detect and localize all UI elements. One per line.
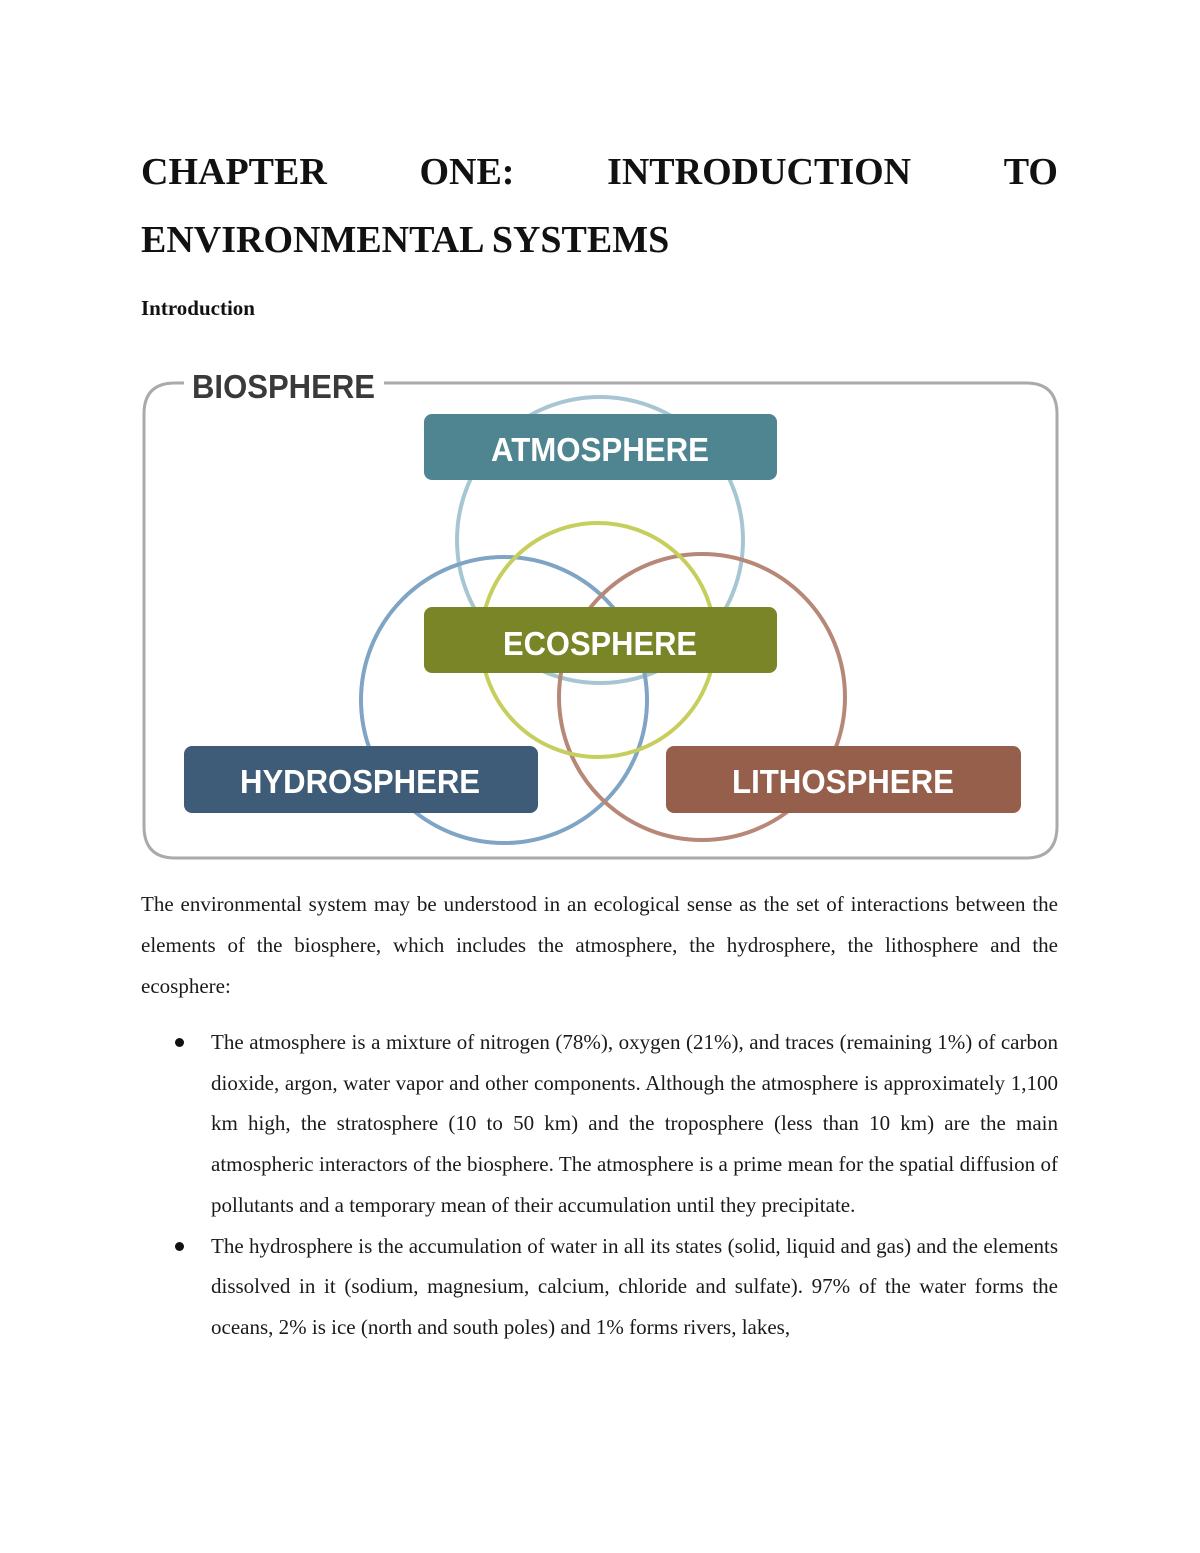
atmosphere-label: ATMOSPHERE bbox=[491, 431, 709, 468]
bullet-dot-icon bbox=[175, 1038, 184, 1047]
intro-paragraph: The environmental system may be understood in an ecological sense as the set of interactions between the elements of the biosphere, which includes the atmosphere, the hydrosphere, the lithosphere and the ecosphere: bbox=[141, 892, 1058, 998]
lithosphere-label: LITHOSPHERE bbox=[732, 763, 954, 800]
chapter-title bbox=[141, 138, 1058, 274]
list-item bbox=[141, 1022, 1058, 1226]
chapter-title-word: TO bbox=[1003, 151, 1058, 193]
section-heading: Introduction bbox=[141, 296, 255, 320]
ecosphere-label: ECOSPHERE bbox=[503, 625, 697, 662]
biosphere-diagram bbox=[130, 360, 1070, 865]
chapter-title-line-2: ENVIRONMENTAL SYSTEMS bbox=[141, 219, 670, 261]
list-item-text: The hydrosphere is the accumulation of water in all its states (solid, liquid and gas) and the elements dissolved in it (sodium, magnesium, calcium, chloride and sulfate). 97% of the water forms the oceans, 2% is ice (north and south poles) and 1% forms rivers, lakes, bbox=[211, 1233, 1058, 1339]
spheres-bullet-list bbox=[141, 1022, 1058, 1348]
chapter-title-line-1 bbox=[141, 138, 1058, 206]
bullet-dot-icon bbox=[175, 1242, 184, 1251]
chapter-title-word: ONE: bbox=[419, 151, 515, 193]
list-item bbox=[141, 1226, 1058, 1348]
chapter-title-word: CHAPTER bbox=[141, 151, 327, 193]
biosphere-label: BIOSPHERE bbox=[192, 368, 375, 405]
hydrosphere-label: HYDROSPHERE bbox=[240, 763, 480, 800]
list-item-text: The atmosphere is a mixture of nitrogen (78%), oxygen (21%), and traces (remaining 1%) of carbon dioxide, argon, water vapor and other components. Although the atmosphere is approximately 1,100 km high, the stratosphere (10 to 50 km) and the troposphere (less than 10 km) are the main atmospheric interactors of the biosphere. The atmosphere is a prime mean for the spatial diffusion of pollutants and a temporary mean of their accumulation until they precipitate. bbox=[211, 1030, 1058, 1217]
chapter-title-word: INTRODUCTION bbox=[607, 151, 912, 193]
